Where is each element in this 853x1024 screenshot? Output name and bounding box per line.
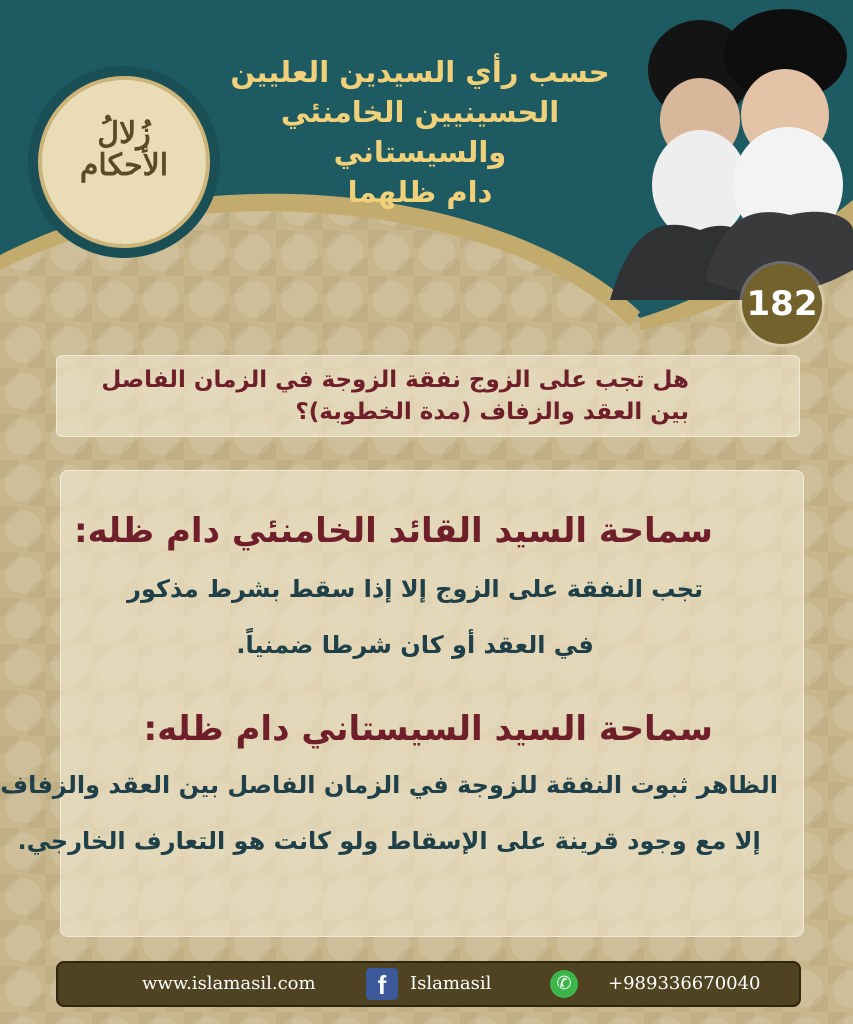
question-line2: بين العقد والزفاف (مدة الخطوبة)؟ xyxy=(295,399,689,425)
episode-number-badge: 182 xyxy=(742,264,822,344)
answer-khamenei-line1: تجب النفقة على الزوج إلا إذا سقط بشرط مذكور xyxy=(127,575,703,603)
answer-sistani-line1: الظاهر ثبوت النفقة للزوجة في الزمان الفاصل بين العقد والزفاف xyxy=(0,771,778,799)
facebook-icon[interactable]: f xyxy=(366,968,398,1000)
answers-box xyxy=(0,470,804,937)
question-text xyxy=(101,364,689,428)
logo xyxy=(46,118,202,182)
question-line1: هل تجب على الزوج نفقة الزوجة في الزمان الفاصل xyxy=(101,367,689,393)
header-title xyxy=(200,52,640,212)
header-title-line2: الحسينيين الخامنئي والسيستاني xyxy=(280,95,560,169)
answer-body-sistani xyxy=(0,757,778,869)
facebook-label[interactable]: Islamasil xyxy=(410,973,492,994)
logo-line1: زُلالُ xyxy=(97,116,151,151)
question-box xyxy=(56,355,800,437)
answer-heading-khamenei: سماحة السيد القائد الخامنئي دام ظله: xyxy=(74,511,713,551)
whatsapp-icon[interactable]: ✆ xyxy=(550,970,578,998)
answer-sistani-line2: إلا مع وجود قرينة على الإسقاط ولو كانت هو التعارف الخارجي. xyxy=(17,827,761,855)
logo-line2: الأحكام xyxy=(79,148,169,183)
phone-number[interactable]: +989336670040 xyxy=(608,973,761,994)
footer-bar xyxy=(56,961,801,1007)
answer-body-khamenei xyxy=(127,561,703,673)
answer-khamenei-line2: في العقد أو كان شرطا ضمنياً. xyxy=(236,631,594,659)
answer-heading-sistani: سماحة السيد السيستاني دام ظله: xyxy=(143,709,713,749)
header-title-line1: حسب رأي السيدين العليين xyxy=(230,55,610,89)
header-title-line3: دام ظلهما xyxy=(347,175,493,209)
website-link[interactable]: www.islamasil.com xyxy=(142,973,316,994)
